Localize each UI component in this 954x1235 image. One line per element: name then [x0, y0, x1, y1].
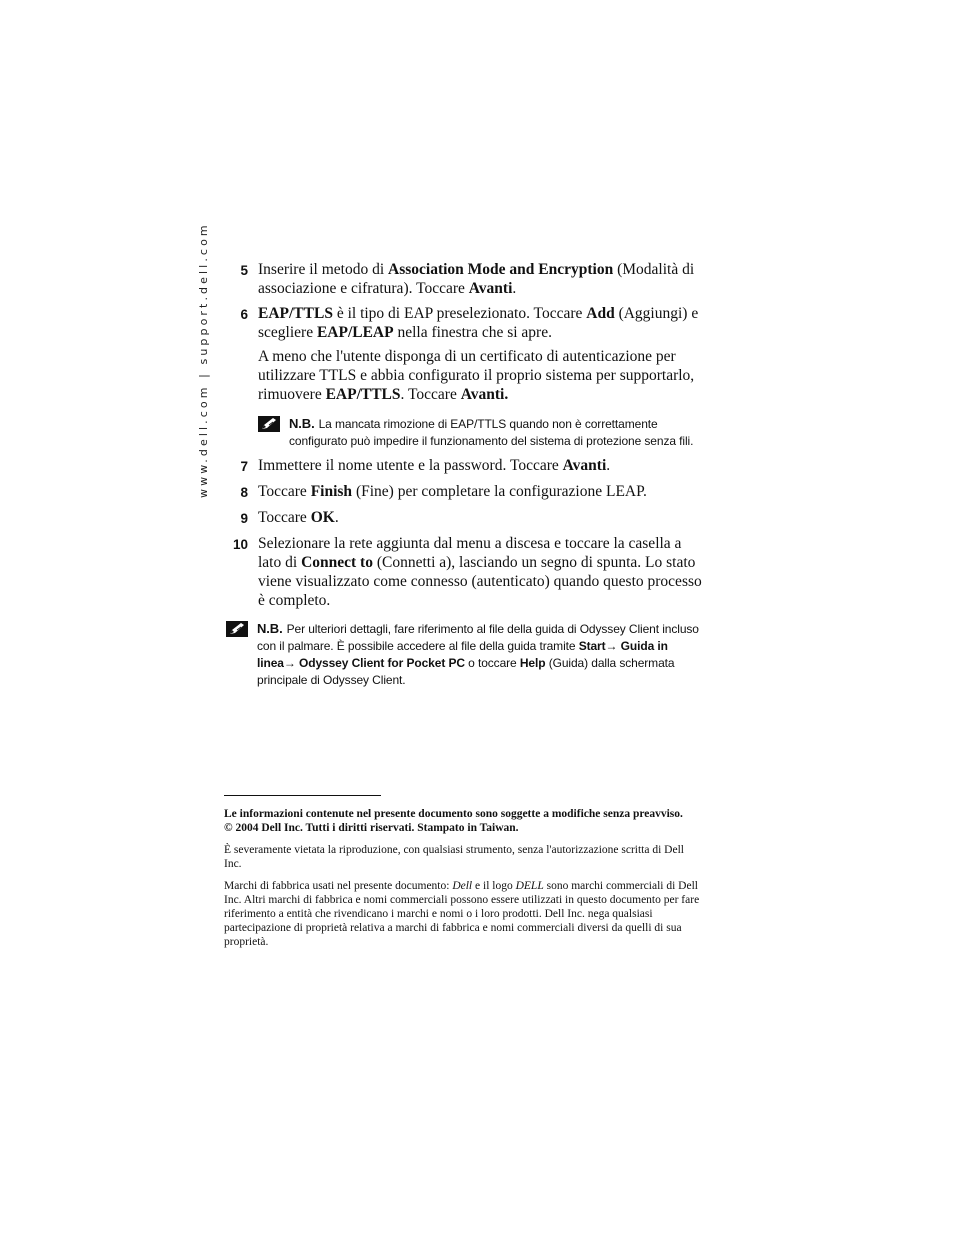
menu-path-odyssey: Odyssey Client for Pocket PC	[299, 656, 465, 670]
help-term: Help	[519, 656, 546, 670]
bold-term: Add	[586, 305, 615, 322]
note-pencil-icon	[226, 621, 248, 637]
text: Toccare	[258, 483, 311, 500]
side-url-text: www.dell.com | support.dell.com	[197, 222, 210, 498]
bold-term: Avanti.	[460, 386, 509, 403]
step-text	[258, 508, 706, 528]
menu-path-guida: Guida in linea	[257, 639, 668, 670]
trademark-dell: Dell	[452, 880, 473, 892]
bold-term: EAP/LEAP	[316, 324, 394, 341]
text: .	[512, 280, 517, 297]
step-paragraph	[258, 347, 706, 404]
note-pencil-icon	[258, 416, 280, 432]
instructions	[226, 260, 706, 695]
step-text	[258, 534, 706, 610]
legal-footer	[224, 795, 702, 957]
menu-path-start: Start	[578, 639, 606, 653]
final-note-box	[226, 620, 706, 689]
footer-rule	[224, 795, 381, 796]
text: Toccare	[258, 509, 311, 526]
note-text	[257, 620, 706, 689]
note-body: La mancata rimozione di EAP/TTLS quando non è correttamente configurato può impedire il funzionamento del sistema di protezione senza fili.	[289, 417, 694, 448]
step-9	[226, 508, 706, 528]
text: nella finestra che si apre.	[393, 324, 552, 341]
arrow-glyph: →	[283, 656, 299, 670]
footer-notice	[224, 807, 702, 835]
text: (Connetti a), lasciando un segno di spunta. Lo stato viene visualizzato come connesso (autenticato) quando questo processo è completo.	[258, 554, 702, 609]
step-number: 9	[240, 511, 248, 526]
text: (Fine) per completare la configurazione LEAP.	[352, 483, 647, 500]
bold-term: Avanti	[562, 457, 607, 474]
bold-term: EAP/TTLS	[258, 305, 333, 322]
text: Marchi di fabbrica usati nel presente documento:	[224, 880, 453, 892]
text: (Aggiungi) e scegliere	[258, 305, 699, 341]
note-text	[289, 415, 706, 450]
footer-trademarks	[224, 879, 702, 949]
step-6	[226, 304, 706, 409]
step-7	[226, 456, 706, 476]
footer-reproduction: È severamente vietata la riproduzione, con qualsiasi strumento, senza l'autorizzazione scritta di Dell Inc.	[224, 844, 684, 870]
step-5	[226, 260, 706, 298]
note-label: N.B.	[257, 621, 283, 636]
step-text	[258, 482, 706, 502]
step-8	[226, 482, 706, 502]
step-text	[258, 304, 706, 409]
text: (Modalità di associazione e cifratura). Toccare	[258, 261, 695, 297]
text: Per ulteriori dettagli, fare riferimento al file della guida di Odyssey Client incluso con il palmare. È possibile accedere al file della guida tramite	[257, 622, 699, 653]
step-number: 6	[240, 307, 248, 322]
text: . Toccare	[400, 386, 461, 403]
step-text	[258, 456, 706, 476]
text: .	[606, 457, 611, 474]
text: è il tipo di EAP preselezionato. Toccare	[332, 305, 587, 322]
bold-term: OK	[310, 509, 335, 526]
text: A meno che l'utente disponga di un certificato di autenticazione per utilizzare TTLS e abbia configurato il proprio sistema per supportarlo, rimuovere	[258, 348, 695, 403]
bold-term: Association Mode and Encryption	[388, 261, 614, 278]
arrow-glyph: →	[605, 639, 621, 653]
text: sono marchi commerciali di Dell Inc. Altri marchi di fabbrica e nomi commerciali possono essere utilizzati in questo documento per fare riferimento a entità che rivendicano i marchi e nomi o i loro prodotti. Dell Inc. nega qualsiasi partecipazione di proprietà relativa a marchi di fabbrica e nomi commerciali diversi da quelli di sua proprietà.	[224, 880, 700, 948]
text: Inserire il metodo di	[258, 261, 388, 278]
text: Immettere il nome utente e la password. Toccare	[258, 457, 563, 474]
text: .	[334, 509, 339, 526]
notice-text: Le informazioni contenute nel presente documento sono soggette a modifiche senza preavviso.	[224, 808, 683, 820]
step-number: 8	[240, 485, 248, 500]
note-box	[258, 415, 706, 450]
bold-term: Finish	[310, 483, 353, 500]
copyright-text: © 2004 Dell Inc. Tutti i diritti riservati. Stampato in Taiwan.	[224, 822, 519, 834]
trademark-dell-logo: DELL	[515, 880, 544, 892]
step-text	[258, 260, 706, 298]
step-paragraph	[258, 304, 706, 342]
note-label: N.B.	[289, 416, 315, 431]
text: Selezionare la rete aggiunta dal menu a discesa e toccare la casella a lato di	[258, 535, 682, 571]
bold-term: EAP/TTLS	[325, 386, 401, 403]
step-number: 10	[232, 537, 248, 552]
step-number: 5	[240, 263, 248, 278]
bold-term: Avanti	[468, 280, 513, 297]
text: o toccare	[464, 656, 520, 670]
text: e il logo	[472, 880, 516, 892]
step-number: 7	[240, 459, 248, 474]
text: (Guida) dalla schermata principale di Odyssey Client.	[257, 656, 675, 687]
step-10	[226, 534, 706, 610]
bold-term: Connect to	[301, 554, 373, 571]
